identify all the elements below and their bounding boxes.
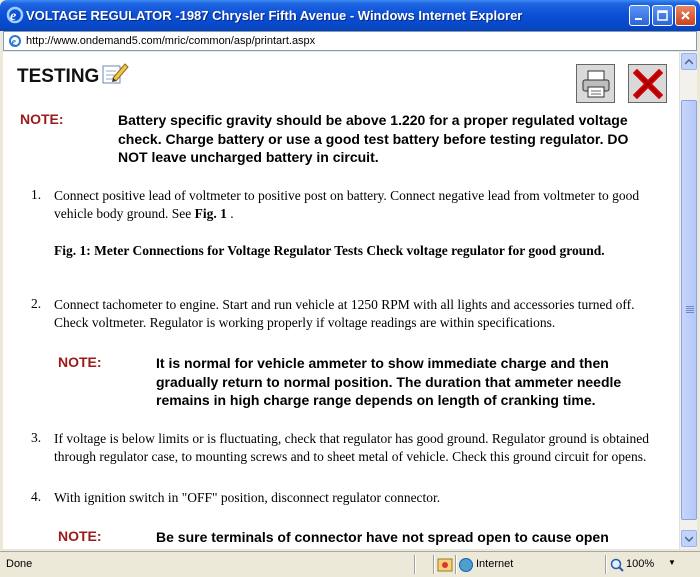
red-x-icon <box>633 69 663 99</box>
step-number: 3. <box>31 430 42 445</box>
internet-zone-icon <box>458 557 474 573</box>
step-number: 1. <box>31 187 42 202</box>
vertical-scrollbar[interactable] <box>679 52 697 549</box>
svg-text:e: e <box>10 9 17 24</box>
note-text: It is normal for vehicle ammeter to show immediate charge and then gradually return to normal position. The duration that ammeter needle remains in high charge range depends on length of cranking time. <box>156 355 622 408</box>
document-content <box>3 52 679 549</box>
printer-icon <box>580 69 612 99</box>
step-number: 2. <box>31 296 42 311</box>
status-bar <box>0 551 700 577</box>
zoom-level[interactable]: 100% <box>626 558 655 570</box>
note-pencil-icon <box>101 60 129 86</box>
popup-blocker-icon[interactable] <box>437 557 453 573</box>
scroll-up-button[interactable] <box>681 53 697 70</box>
scroll-thumb[interactable] <box>681 100 697 520</box>
close-icon <box>680 10 691 21</box>
maximize-button[interactable] <box>652 5 673 26</box>
step-text: With ignition switch in "OFF" position, disconnect regulator connector. <box>54 490 441 505</box>
note-label: NOTE: <box>58 354 102 370</box>
ie-logo-icon <box>6 6 24 24</box>
scroll-down-button[interactable] <box>681 530 697 547</box>
address-bar[interactable] <box>3 31 697 51</box>
url-text[interactable]: http://www.ondemand5.com/mric/common/asp/printart.aspx <box>26 35 316 47</box>
scroll-up-icon <box>685 59 693 65</box>
maximize-icon <box>657 10 668 21</box>
title-bar <box>0 0 700 31</box>
step-text: Connect positive lead of voltmeter to positive post on battery. Connect negative lead from voltmeter to good vehicle body ground. See Fig. 1 . <box>54 188 640 221</box>
zoom-icon[interactable] <box>609 557 625 573</box>
svg-text:e: e <box>11 37 16 48</box>
status-text: Done <box>6 558 33 570</box>
page-title: TESTING <box>17 66 100 87</box>
note-text: Be sure terminals of connector have not spread open to cause open <box>156 529 609 545</box>
zone-text: Internet <box>476 558 514 570</box>
minimize-icon <box>634 10 645 21</box>
step-number: 4. <box>31 489 42 504</box>
note-label: NOTE: <box>20 111 64 127</box>
page-icon <box>8 34 22 48</box>
scroll-down-icon <box>685 536 693 542</box>
window-title: VOLTAGE REGULATOR -1987 Chrysler Fifth Avenue - Windows Internet Explorer <box>26 8 523 23</box>
zoom-dropdown-icon[interactable]: ▼ <box>668 558 676 567</box>
close-document-button[interactable] <box>628 64 667 103</box>
fig-link[interactable]: Fig. 1 <box>194 206 227 221</box>
step-text: Connect tachometer to engine. Start and run vehicle at 1250 RPM with all lights and accessories turned off. Check voltmeter. Regulator is working properly if voltage readings are within specifications. <box>54 297 635 330</box>
print-button[interactable] <box>576 64 615 103</box>
step-text: If voltage is below limits or is fluctuating, check that regulator has good ground. Regulator ground is obtained through regulator case, to mounting screws and to sheet metal of vehicle. Check this ground circuit for opens. <box>54 431 649 464</box>
figure-caption: Fig. 1: Meter Connections for Voltage Regulator Tests Check voltage regulator for good ground. <box>54 243 605 258</box>
minimize-button[interactable] <box>629 5 650 26</box>
close-window-button[interactable] <box>675 5 696 26</box>
note-label: NOTE: <box>58 528 102 544</box>
note-text: Battery specific gravity should be above 1.220 for a proper regulated voltage check. Charge battery or use a good test battery before testing regulator. DO NOT leave uncharged battery in circuit. <box>118 112 629 165</box>
